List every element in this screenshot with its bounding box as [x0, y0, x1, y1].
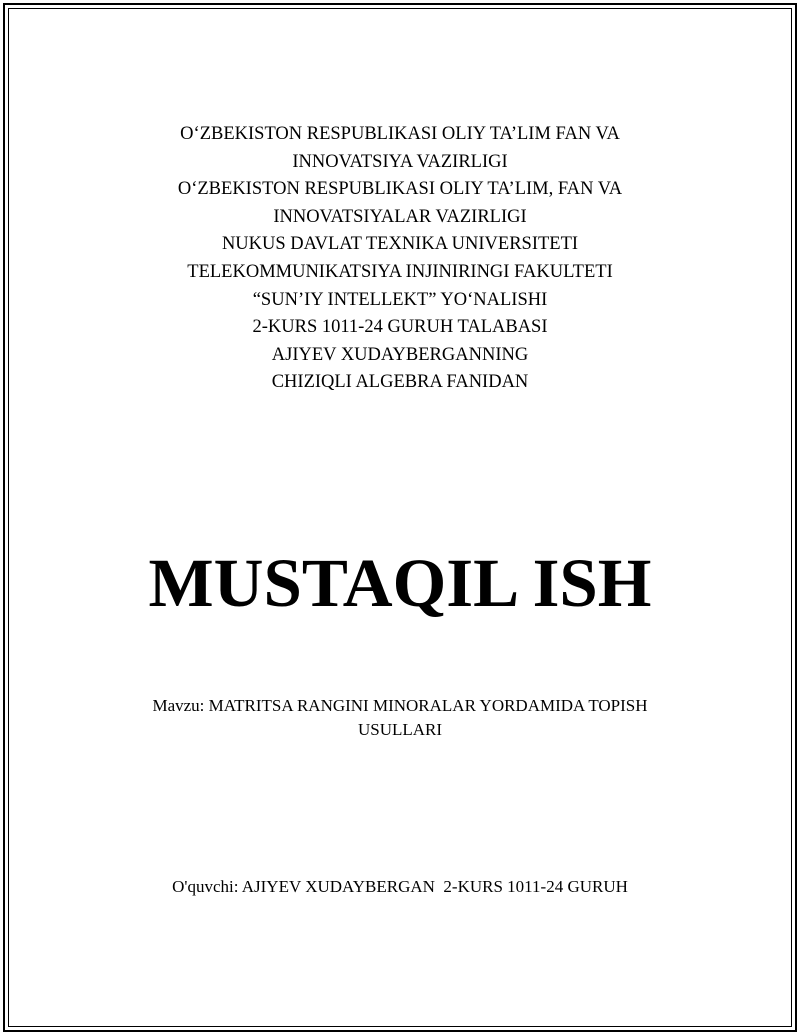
header-line-ministry-4: INNOVATSIYALAR VAZIRLIGI — [273, 206, 527, 227]
topic-block — [0, 694, 800, 742]
header-line-university: NUKUS DAVLAT TEXNIKA UNIVERSITETI — [221, 234, 579, 255]
header-line-ministry-2: INNOVATSIYA VAZIRLIGI — [292, 151, 508, 172]
header-block — [0, 121, 800, 397]
header-line-ministry-1: O‘ZBEKISTON RESPUBLIKASI OLIY TA’LIM FAN VA — [180, 124, 620, 144]
header-line-subject: CHIZIQLI ALGEBRA FANIDAN — [271, 372, 529, 393]
header-line-student-name: AJIYEV XUDAYBERGANNING — [271, 344, 529, 365]
topic-line-1: Mavzu: MATRITSA RANGINI MINORALAR YORDAMIDA TOPISH — [152, 696, 648, 715]
topic-line-2: USULLARI — [357, 720, 443, 739]
document-title: MUSTAQIL ISH — [148, 545, 652, 621]
student-info: O'quvchi: AJIYEV XUDAYBERGAN 2-KURS 1011-24 GURUH — [172, 877, 628, 896]
header-line-ministry-3: O‘ZBEKISTON RESPUBLIKASI OLIY TA’LIM, FAN VA — [177, 179, 623, 200]
header-line-course-group: 2-KURS 1011-24 GURUH TALABASI — [252, 317, 548, 338]
header-line-faculty: TELEKOMMUNIKATSIYA INJINIRINGI FAKULTETI — [187, 261, 613, 282]
header-line-direction: “SUN’IY INTELLEKT” YO‘NALISHI — [252, 289, 548, 310]
